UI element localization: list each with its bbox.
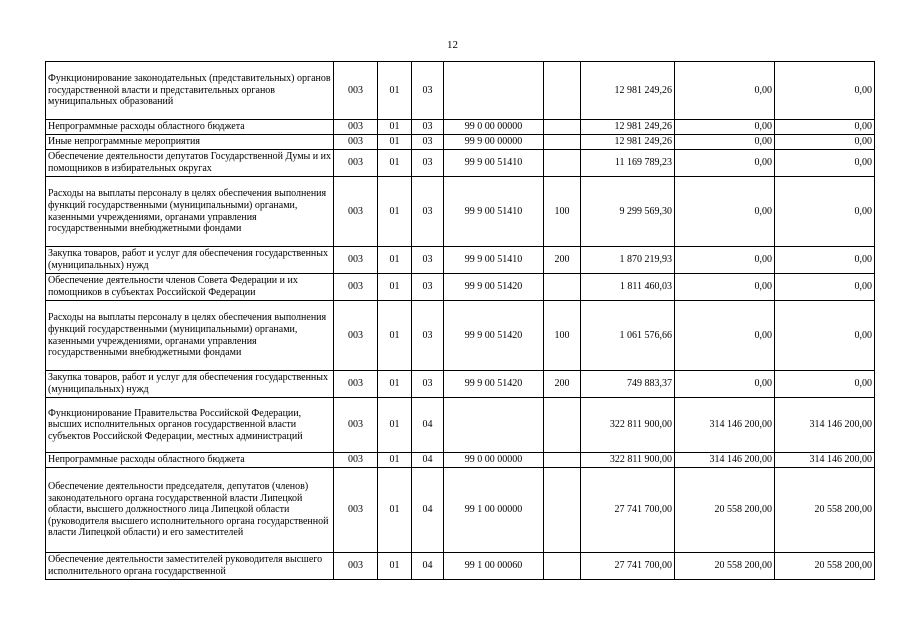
table-row: [46, 371, 875, 398]
row-amount-year2: 0,00: [675, 62, 775, 120]
row-ved-code: 003: [334, 468, 378, 553]
row-ved-code: 003: [334, 553, 378, 580]
table-row: [46, 120, 875, 135]
row-amount-year1: 11 169 789,23: [581, 150, 675, 177]
table-row: [46, 247, 875, 274]
row-target-article: 99 9 00 00000: [444, 135, 544, 150]
page-number: 12: [447, 39, 458, 51]
row-amount-year3: 20 558 200,00: [775, 468, 875, 553]
row-amount-year1: 9 299 569,30: [581, 177, 675, 247]
row-amount-year1: 322 811 900,00: [581, 398, 675, 453]
row-subsection-code: 03: [412, 177, 444, 247]
row-section-code: 01: [378, 553, 412, 580]
row-name: Обеспечение деятельности депутатов Государственной Думы и их помощников в избирательных округах: [46, 150, 334, 177]
row-subsection-code: 03: [412, 247, 444, 274]
row-amount-year2: 0,00: [675, 247, 775, 274]
row-section-code: 01: [378, 62, 412, 120]
row-expense-type: [544, 553, 581, 580]
row-amount-year2: 0,00: [675, 150, 775, 177]
row-expense-type: [544, 468, 581, 553]
row-subsection-code: 04: [412, 468, 444, 553]
table-row: [46, 468, 875, 553]
row-amount-year2: 20 558 200,00: [675, 468, 775, 553]
row-expense-type: 100: [544, 301, 581, 371]
row-amount-year1: 1 061 576,66: [581, 301, 675, 371]
row-amount-year3: 314 146 200,00: [775, 398, 875, 453]
row-ved-code: 003: [334, 62, 378, 120]
row-amount-year3: 0,00: [775, 301, 875, 371]
row-amount-year1: 12 981 249,26: [581, 62, 675, 120]
row-target-article: 99 9 00 51410: [444, 150, 544, 177]
row-expense-type: [544, 453, 581, 468]
row-ved-code: 003: [334, 177, 378, 247]
row-amount-year3: 0,00: [775, 135, 875, 150]
row-name: Непрограммные расходы областного бюджета: [46, 453, 334, 468]
row-target-article: 99 9 00 51410: [444, 247, 544, 274]
row-section-code: 01: [378, 247, 412, 274]
row-subsection-code: 04: [412, 453, 444, 468]
table-row: [46, 62, 875, 120]
row-amount-year1: 12 981 249,26: [581, 135, 675, 150]
row-target-article: [444, 62, 544, 120]
row-section-code: 01: [378, 301, 412, 371]
row-amount-year2: 0,00: [675, 274, 775, 301]
row-expense-type: 200: [544, 371, 581, 398]
row-subsection-code: 04: [412, 398, 444, 453]
row-expense-type: 100: [544, 177, 581, 247]
row-name: Закупка товаров, работ и услуг для обеспечения государственных (муниципальных) нужд: [46, 247, 334, 274]
row-name: Функционирование Правительства Российской Федерации, высших исполнительных органов государственной власти субъектов Российской Федерации, местных администраций: [46, 398, 334, 453]
table-row: [46, 398, 875, 453]
row-subsection-code: 03: [412, 62, 444, 120]
table-row: [46, 135, 875, 150]
row-ved-code: 003: [334, 135, 378, 150]
row-ved-code: 003: [334, 371, 378, 398]
row-expense-type: [544, 398, 581, 453]
row-ved-code: 003: [334, 120, 378, 135]
row-subsection-code: 03: [412, 120, 444, 135]
table-row: [46, 553, 875, 580]
row-amount-year1: 12 981 249,26: [581, 120, 675, 135]
row-subsection-code: 03: [412, 371, 444, 398]
row-target-article: [444, 398, 544, 453]
row-target-article: 99 0 00 00000: [444, 453, 544, 468]
row-target-article: 99 9 00 51420: [444, 301, 544, 371]
row-section-code: 01: [378, 453, 412, 468]
row-amount-year1: 1 870 219,93: [581, 247, 675, 274]
row-amount-year3: 0,00: [775, 177, 875, 247]
row-subsection-code: 03: [412, 274, 444, 301]
row-expense-type: [544, 150, 581, 177]
row-amount-year2: 0,00: [675, 177, 775, 247]
row-section-code: 01: [378, 274, 412, 301]
row-ved-code: 003: [334, 301, 378, 371]
row-name: Расходы на выплаты персоналу в целях обеспечения выполнения функций государственными (муниципальными) органами, казенными учреждениями, органами управления государственными внебюджетными фондами: [46, 177, 334, 247]
row-section-code: 01: [378, 468, 412, 553]
row-amount-year1: 749 883,37: [581, 371, 675, 398]
row-amount-year3: 314 146 200,00: [775, 453, 875, 468]
row-target-article: 99 1 00 00000: [444, 468, 544, 553]
row-amount-year3: 20 558 200,00: [775, 553, 875, 580]
table-row: [46, 177, 875, 247]
row-amount-year2: 0,00: [675, 135, 775, 150]
row-expense-type: [544, 120, 581, 135]
row-subsection-code: 03: [412, 150, 444, 177]
row-amount-year3: 0,00: [775, 274, 875, 301]
row-section-code: 01: [378, 371, 412, 398]
table-row: [46, 453, 875, 468]
row-amount-year2: 314 146 200,00: [675, 398, 775, 453]
row-name: Расходы на выплаты персоналу в целях обеспечения выполнения функций государственными (муниципальными) органами, казенными учреждениями, органами управления государственными внебюджетными фондами: [46, 301, 334, 371]
row-name: Функционирование законодательных (представительных) органов государственной власти и представительных органов муниципальных образований: [46, 62, 334, 120]
row-expense-type: [544, 274, 581, 301]
row-amount-year2: 20 558 200,00: [675, 553, 775, 580]
row-subsection-code: 03: [412, 135, 444, 150]
row-amount-year3: 0,00: [775, 62, 875, 120]
row-amount-year3: 0,00: [775, 120, 875, 135]
row-target-article: 99 9 00 51420: [444, 371, 544, 398]
row-ved-code: 003: [334, 247, 378, 274]
row-name: Обеспечение деятельности заместителей руководителя высшего исполнительного органа государственной: [46, 553, 334, 580]
row-amount-year1: 322 811 900,00: [581, 453, 675, 468]
row-amount-year1: 27 741 700,00: [581, 553, 675, 580]
row-target-article: 99 9 00 51410: [444, 177, 544, 247]
row-amount-year1: 27 741 700,00: [581, 468, 675, 553]
table-row: [46, 274, 875, 301]
row-amount-year3: 0,00: [775, 150, 875, 177]
row-name: Иные непрограммные мероприятия: [46, 135, 334, 150]
row-section-code: 01: [378, 150, 412, 177]
row-amount-year3: 0,00: [775, 247, 875, 274]
row-amount-year1: 1 811 460,03: [581, 274, 675, 301]
row-section-code: 01: [378, 177, 412, 247]
row-ved-code: 003: [334, 150, 378, 177]
row-subsection-code: 04: [412, 553, 444, 580]
row-ved-code: 003: [334, 274, 378, 301]
row-amount-year3: 0,00: [775, 371, 875, 398]
row-name: Обеспечение деятельности председателя, депутатов (членов) законодательного органа государственной власти Липецкой области, высшего должностного лица Липецкой области (руководителя высшего исполнительного органа государственной власти Липецкой области) и его заместителей: [46, 468, 334, 553]
budget-table: [45, 61, 875, 580]
row-ved-code: 003: [334, 453, 378, 468]
row-section-code: 01: [378, 135, 412, 150]
row-name: Обеспечение деятельности членов Совета Федерации и их помощников в субъектах Российской Федерации: [46, 274, 334, 301]
row-target-article: 99 0 00 00000: [444, 120, 544, 135]
row-name: Закупка товаров, работ и услуг для обеспечения государственных (муниципальных) нужд: [46, 371, 334, 398]
row-section-code: 01: [378, 398, 412, 453]
row-subsection-code: 03: [412, 301, 444, 371]
row-amount-year2: 0,00: [675, 301, 775, 371]
row-ved-code: 003: [334, 398, 378, 453]
row-section-code: 01: [378, 120, 412, 135]
table-row: [46, 301, 875, 371]
row-name: Непрограммные расходы областного бюджета: [46, 120, 334, 135]
table-row: [46, 150, 875, 177]
row-expense-type: 200: [544, 247, 581, 274]
row-expense-type: [544, 62, 581, 120]
row-amount-year2: 0,00: [675, 371, 775, 398]
row-expense-type: [544, 135, 581, 150]
row-amount-year2: 0,00: [675, 120, 775, 135]
row-target-article: 99 1 00 00060: [444, 553, 544, 580]
row-amount-year2: 314 146 200,00: [675, 453, 775, 468]
row-target-article: 99 9 00 51420: [444, 274, 544, 301]
